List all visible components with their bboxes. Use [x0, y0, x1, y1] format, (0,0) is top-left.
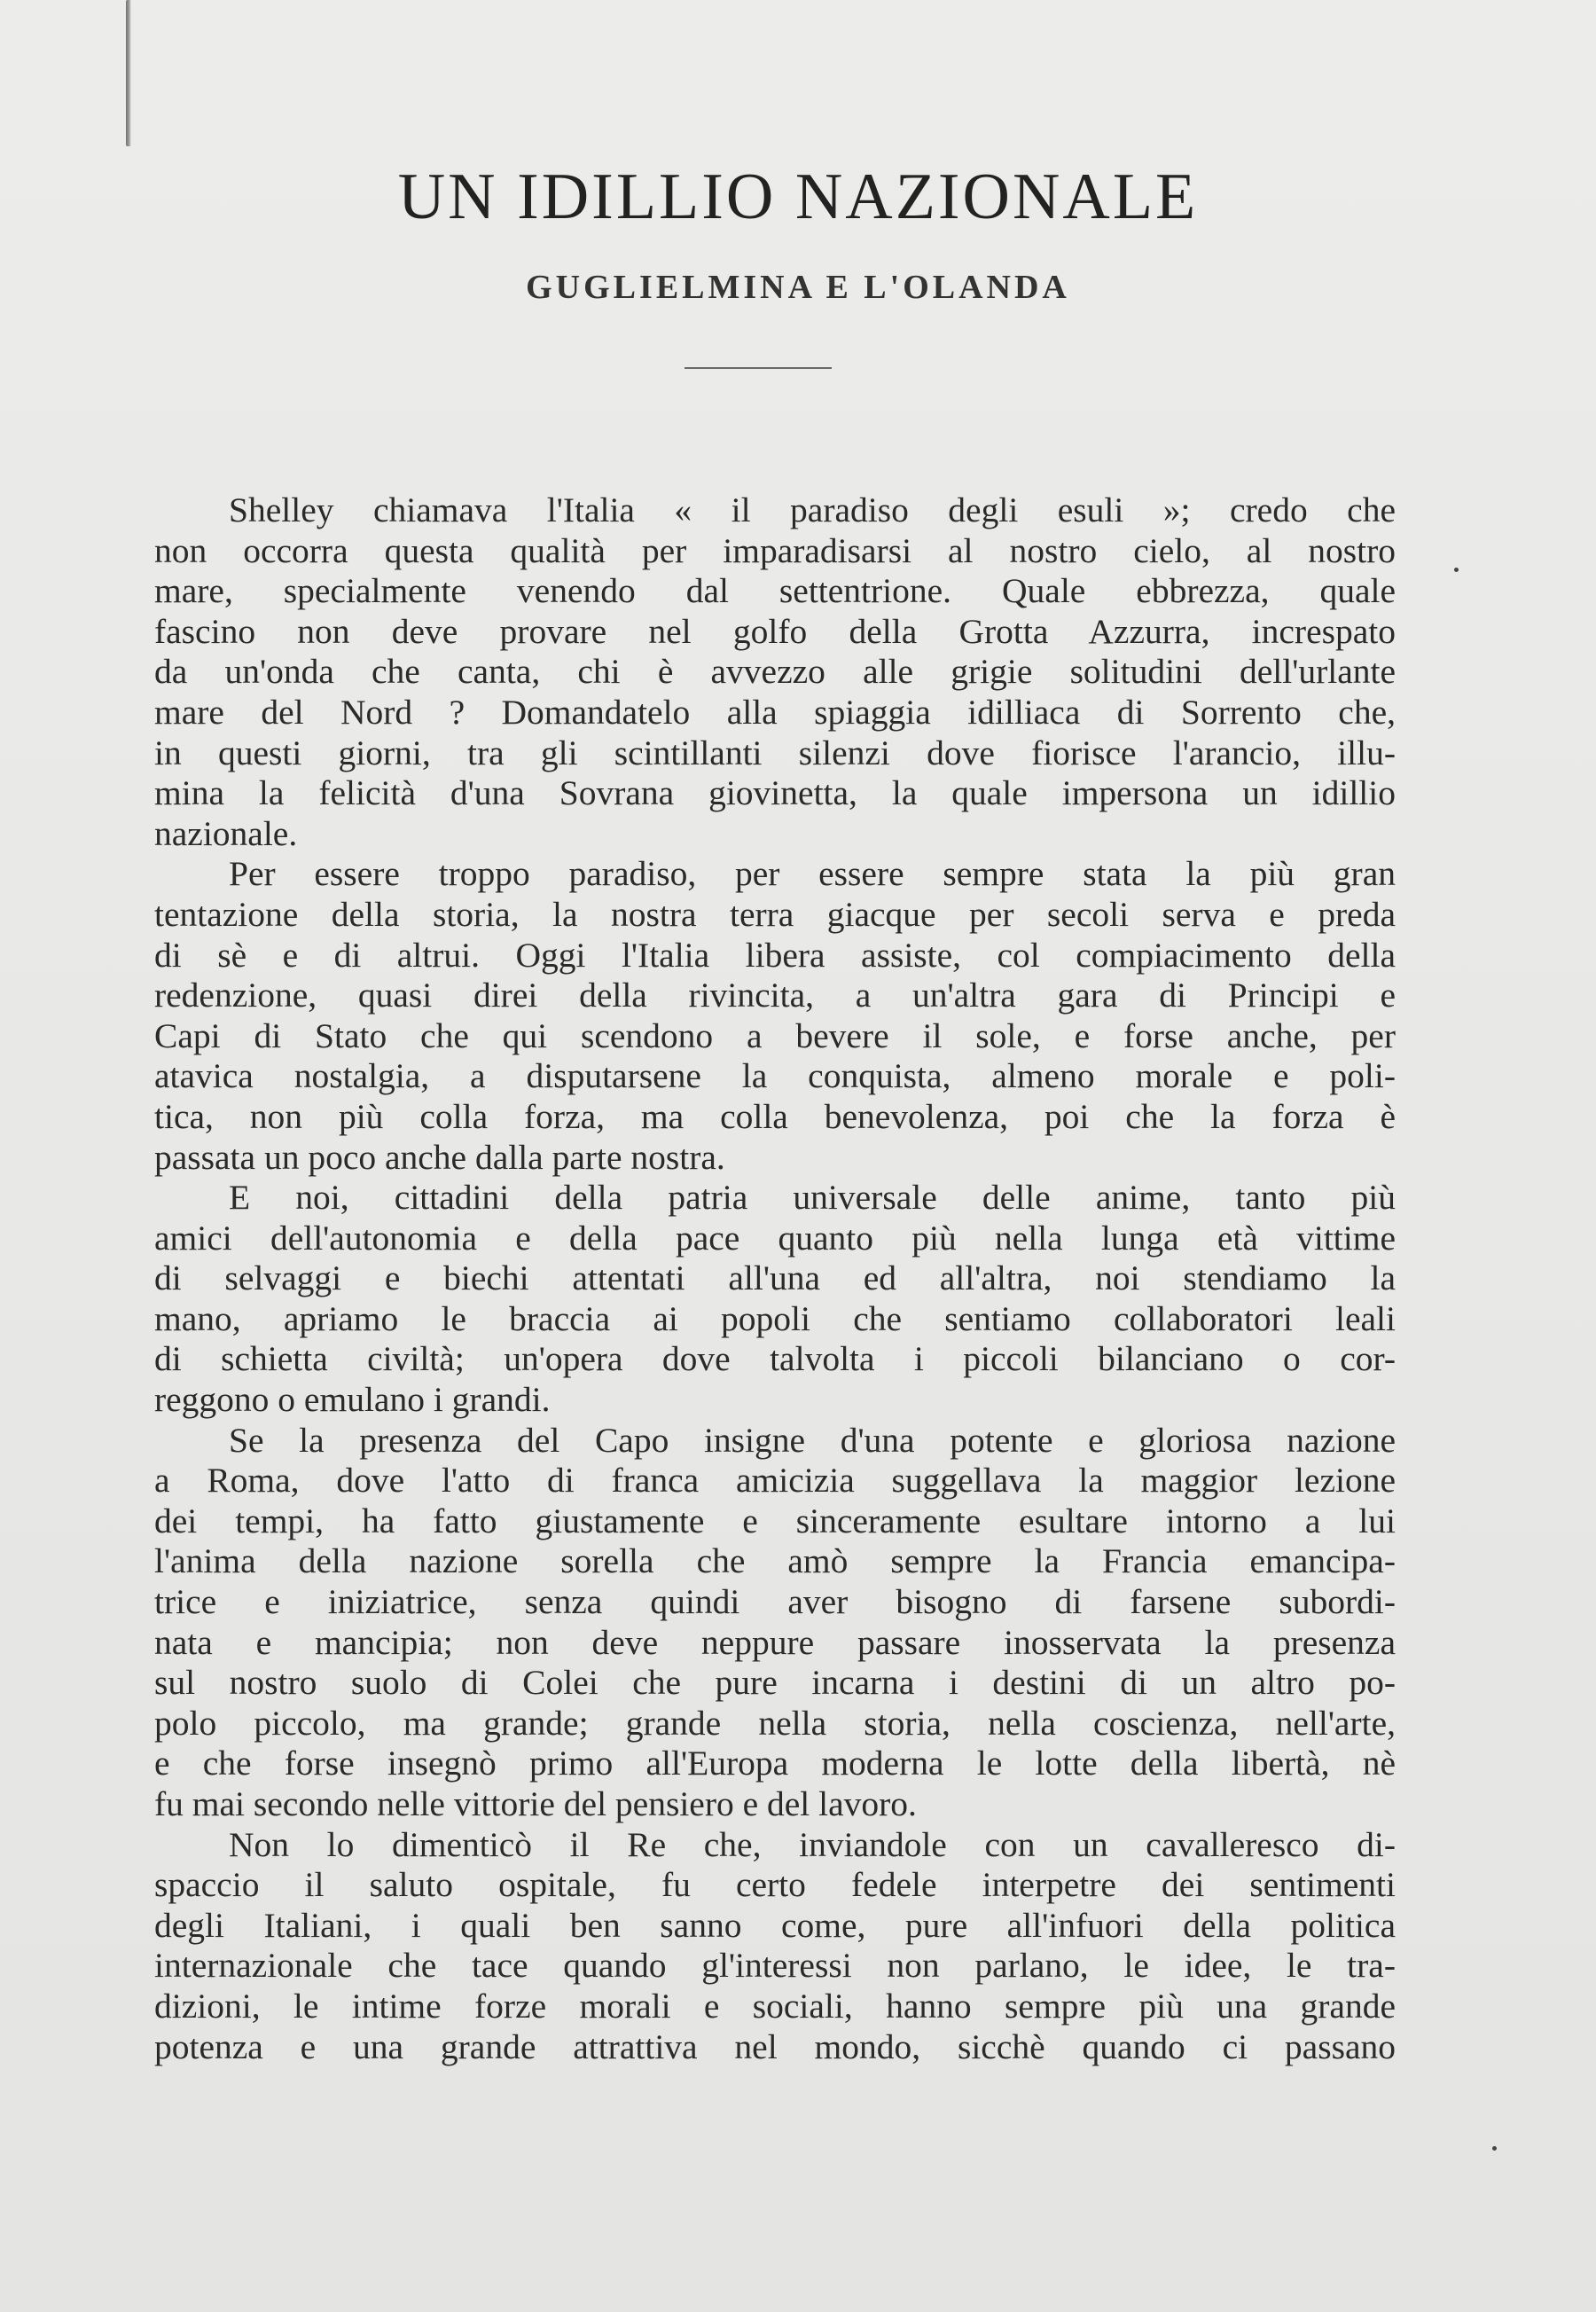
text-line: fu mai secondo nelle vittorie del pensiero e del lavoro.	[154, 1784, 917, 1823]
text-line: Per essere troppo paradiso, per essere sempre stata la più gran	[229, 854, 1396, 894]
text-line: atavica nostalgia, a disputarsene la conquista, almeno morale e poli-	[154, 1056, 1396, 1096]
text-line: Shelley chiamava l'Italia « il paradiso degli esuli »; credo che	[229, 490, 1396, 529]
text-line: in questi giorni, tra gli scintillanti silenzi dove fiorisce l'arancio, illu-	[154, 733, 1396, 772]
text-line: fascino non deve provare nel golfo della Grotta Azzurra, increspato	[154, 611, 1396, 651]
text-line: e che forse insegnò primo all'Europa moderna le lotte della libertà, nè	[154, 1744, 1396, 1783]
text-line: nazionale.	[154, 813, 298, 853]
scan-speck	[1492, 2146, 1497, 2151]
text-line: internazionale che tace quando gl'interessi non parlano, le idee, le tra-	[154, 1946, 1396, 1986]
text-line: dizioni, le intime forze morali e sociali, hanno sempre più una grande	[154, 1986, 1396, 2026]
text-line: di sè e di altrui. Oggi l'Italia libera assiste, col compiacimento della	[154, 935, 1396, 975]
article-subtitle: GUGLIELMINA E L'OLANDA	[526, 269, 1070, 306]
text-line: nata e mancipia; non deve neppure passare inosservata la presenza	[154, 1622, 1396, 1662]
text-line: Capi di Stato che qui scendono a bevere il sole, e forse anche, per	[154, 1015, 1396, 1055]
text-line: mano, apriamo le braccia ai popoli che sentiamo collaboratori leali	[154, 1298, 1396, 1338]
text-line: sul nostro suolo di Colei che pure incarna i destini di un altro po-	[154, 1663, 1396, 1703]
text-line: l'anima della nazione sorella che amò sempre la Francia emancipa-	[154, 1541, 1396, 1581]
text-line: mare del Nord ? Domandatelo alla spiaggia idilliaca di Sorrento che,	[154, 692, 1396, 732]
text-line: E noi, cittadini della patria universale delle anime, tanto più	[229, 1178, 1396, 1218]
scan-speck	[1454, 568, 1459, 572]
text-line: mare, specialmente venendo dal settentrione. Quale ebbrezza, quale	[154, 571, 1396, 611]
text-line: reggono o emulano i grandi.	[154, 1380, 551, 1420]
text-line: dei tempi, ha fatto giustamente e sinceramente esultare intorno a lui	[154, 1501, 1396, 1540]
text-line: potenza e una grande attrattiva nel mondo, sicchè quando ci passano	[154, 2026, 1396, 2066]
text-line: di schietta civiltà; un'opera dove talvolta i piccoli bilanciano o cor-	[154, 1339, 1396, 1379]
article-body	[154, 490, 1396, 2067]
text-line: non occorra questa qualità per imparadisarsi al nostro cielo, al nostro	[154, 530, 1396, 570]
text-line: a Roma, dove l'atto di franca amicizia suggellava la maggior lezione	[154, 1461, 1396, 1501]
text-line: polo piccolo, ma grande; grande nella storia, nella coscienza, nell'arte,	[154, 1703, 1396, 1743]
text-line: Se la presenza del Capo insigne d'una potente e gloriosa nazione	[229, 1420, 1396, 1460]
text-line: degli Italiani, i quali ben sanno come, pure all'infuori della politica	[154, 1905, 1396, 1945]
scan-edge-mark	[126, 0, 131, 146]
text-line: mina la felicità d'una Sovrana giovinetta, la quale impersona un idillio	[154, 773, 1396, 813]
title-divider	[685, 367, 832, 369]
text-line: amici dell'autonomia e della pace quanto più nella lunga età vittime	[154, 1218, 1396, 1258]
article-title: UN IDILLIO NAZIONALE	[397, 161, 1199, 233]
text-line: passata un poco anche dalla parte nostra.	[154, 1137, 725, 1177]
text-line: Non lo dimenticò il Re che, inviandole con un cavalleresco di-	[229, 1824, 1396, 1864]
text-line: redenzione, quasi direi della rivincita, a un'altra gara di Principi e	[154, 976, 1396, 1015]
text-line: tentazione della storia, la nostra terra giacque per secoli serva e preda	[154, 894, 1396, 934]
text-line: spaccio il saluto ospitale, fu certo fedele interpetre dei sentimenti	[154, 1865, 1396, 1905]
text-line: trice e iniziatrice, senza quindi aver bisogno di farsene subordi-	[154, 1582, 1396, 1622]
text-line: di selvaggi e biechi attentati all'una ed all'altra, noi stendiamo la	[154, 1258, 1396, 1298]
text-line: da un'onda che canta, chi è avvezzo alle grigie solitudini dell'urlante	[154, 652, 1396, 692]
text-line: tica, non più colla forza, ma colla benevolenza, poi che la forza è	[154, 1096, 1396, 1136]
